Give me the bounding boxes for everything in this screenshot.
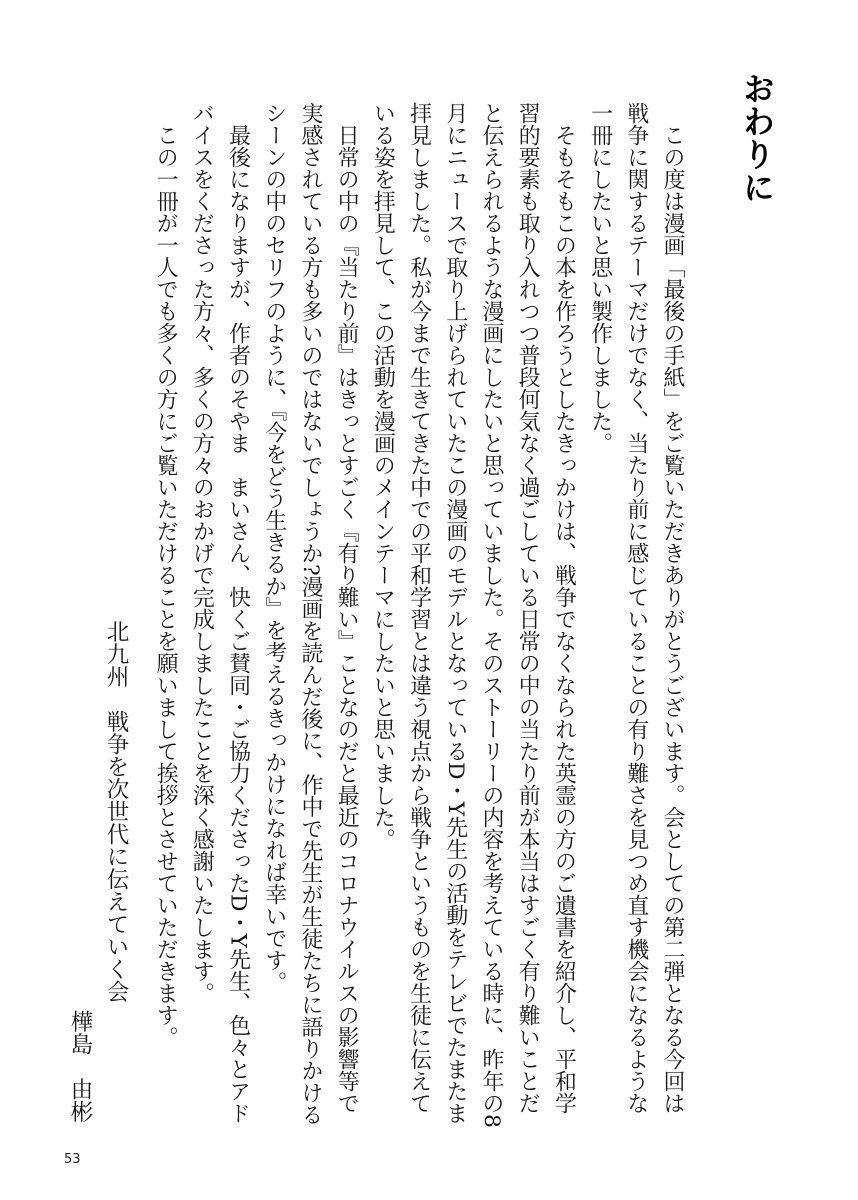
- signature-organization: 北九州 戦争を次世代に伝えていく会: [103, 620, 129, 1003]
- paragraph-4: 最後になりますが、作者のそやま まいさん、快くご賛同・ご協力くださったD・Y先生、色々とアドバイスをくださった方々、多くの方々のおかげで完成しましたことを深く感謝いたします。: [189, 102, 251, 1125]
- page-number: 53: [64, 1152, 81, 1167]
- signature-block: [98, 620, 134, 1003]
- paragraph-1: この度は漫画「最後の手紙」をご覧いただきありがとうございます。会としての第二弾となる今回は戦争に関するテーマだけでなく、当たり前に感じていることの有り難さを見つめ直す機会になるような一冊にしたいと思い製作しました。: [587, 102, 685, 1114]
- signature-name: 樺島 由彬: [67, 1010, 93, 1123]
- body-text: [147, 102, 690, 1132]
- page-heading: おわりに: [738, 72, 776, 204]
- paragraph-5: この一冊が一人でも多くの方にご覧いただけることを願いまして挨拶とさせていただきます。: [153, 123, 179, 1048]
- paragraph-3: 日常の中の『当たり前』はきっとすごく『有り難い』ことなのだと最近のコロナウイルスの影響等で実感されている方も多いのではないでしょうか?漫画を読んだ後に、作中で先生が生徒たちに語りかけるシーンの中のセリフのように、『今をどう生きるか』を考えるきっかけになれば幸いです。: [261, 102, 360, 1126]
- paragraph-2: そもそもこの本を作ろうとしたきっかけは、戦争でなくなられた英霊の方のご遺書を紹介し、平和学習的要素も取り入れつつ普段何気なく過ごしている日常の中の当たり前が本当はすごく有り難いことだと伝えられるような漫画にしたいと思っていました。そのストーリーの内容を考えている時に、昨年の8月にニュースで取り上げられていたこの漫画のモデルとなっているD・Y先生の活動をテレビでたまたま拝見しました。私が今まで生きてきた中での平和学習とは違う視点から戦争というものを生徒に伝えている姿を拝見して、この活動を漫画のメインテーマにしたいと思いました。: [370, 102, 577, 1129]
- signature-name-block: [62, 1010, 98, 1123]
